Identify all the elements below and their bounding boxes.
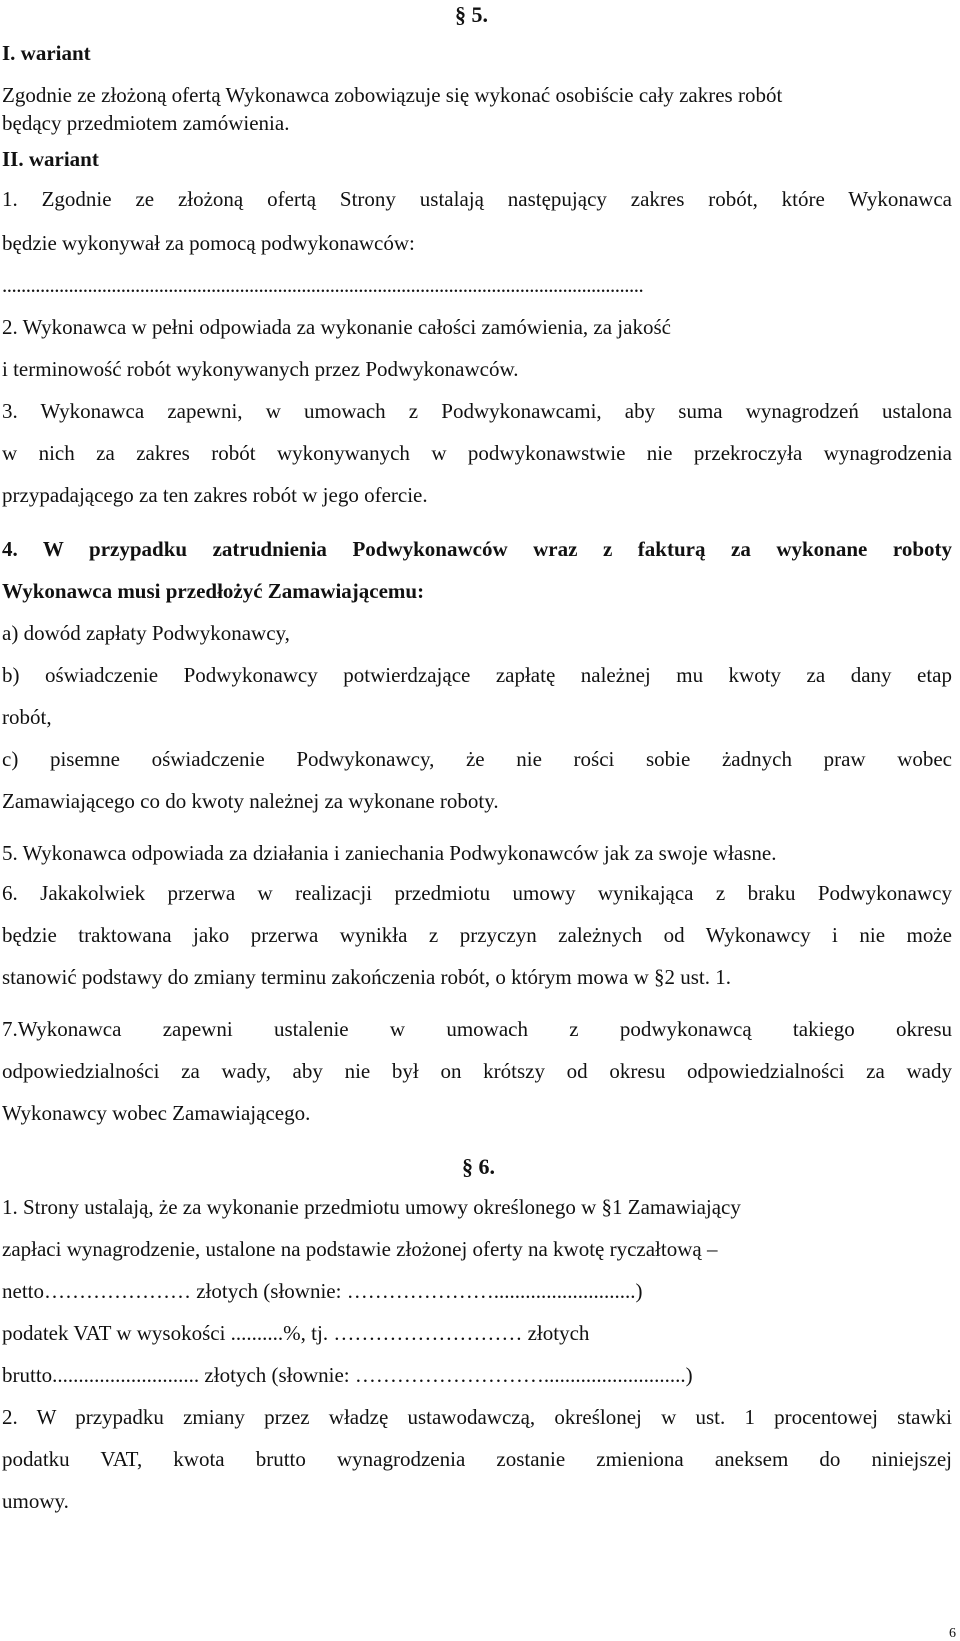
section-6-paragraph-1-line: 1. Strony ustalają, że za wykonanie przedmiotu umowy określonego w §1 Zamawiający [2,1195,741,1219]
paragraph-1-line: będzie wykonywał za pomocą podwykonawców: [2,231,415,255]
paragraph-4-line: 4. W przypadku zatrudnienia Podwykonawców wraz z fakturą za wykonane roboty [2,537,952,561]
paragraph-2-line: i terminowość robót wykonywanych przez Podwykonawców. [2,357,519,381]
section-5-heading: § 5. [455,2,488,27]
paragraph-2-line: 2. Wykonawca w pełni odpowiada za wykonanie całości zamówienia, za jakość [2,315,671,339]
paragraph-3-line: 3. Wykonawca zapewni, w umowach z Podwykonawcami, aby suma wynagrodzeń ustalona [2,399,952,423]
paragraph-3-line: przypadającego za ten zakres robót w jego ofercie. [2,483,428,507]
variant-1-text-line: Zgodnie ze złożoną ofertą Wykonawca zobowiązuje się wykonać osobiście cały zakres robót [2,83,783,107]
paragraph-5: 5. Wykonawca odpowiada za działania i zaniechania Podwykonawców jak za swoje własne. [2,841,777,865]
variant-2-heading: II. wariant [2,147,99,171]
brutto-amount-line: brutto............................ złotych (słownie: ………………………...........................) [2,1363,693,1387]
paragraph-1-line: 1. Zgodnie ze złożoną ofertą Strony ustalają następujący zakres robót, które Wykonawca [2,187,952,211]
section-6-paragraph-1-line: zapłaci wynagrodzenie, ustalone na podstawie złożonej oferty na kwotę ryczałtową – [2,1237,718,1261]
paragraph-7-line: odpowiedzialności za wady, aby nie był on krótszy od okresu odpowiedzialności za wady [2,1059,952,1083]
list-item-c-line: c) pisemne oświadczenie Podwykonawcy, że nie rości sobie żadnych praw wobec [2,747,952,771]
blank-dotted-line: ....................................................................................................................................... [2,273,644,297]
variant-1-text-line: będący przedmiotem zamówienia. [2,111,290,135]
section-6-paragraph-2-line: 2. W przypadku zmiany przez władzę ustawodawczą, określonej w ust. 1 procentowej stawki [2,1405,952,1429]
list-item-b-line: robót, [2,705,52,729]
paragraph-6-line: będzie traktowana jako przerwa wynikła z przyczyn zależnych od Wykonawcy i nie może [2,923,952,947]
variant-1-heading: I. wariant [2,41,91,65]
paragraph-6-line: 6. Jakakolwiek przerwa w realizacji przedmiotu umowy wynikająca z braku Podwykonawcy [2,881,952,905]
paragraph-6-line: stanowić podstawy do zmiany terminu zakończenia robót, o którym mowa w §2 ust. 1. [2,965,732,989]
list-item-a: a) dowód zapłaty Podwykonawcy, [2,621,290,645]
section-6-paragraph-2-line: podatku VAT, kwota brutto wynagrodzenia zostanie zmieniona aneksem do niniejszej [2,1447,952,1471]
section-6-paragraph-2-line: umowy. [2,1489,69,1513]
netto-amount-line: netto………………… złotych (słownie: …………………...........................) [2,1279,643,1303]
paragraph-7-line: Wykonawcy wobec Zamawiającego. [2,1101,311,1125]
list-item-c-line: Zamawiającego co do kwoty należnej za wykonane roboty. [2,789,499,813]
list-item-b-line: b) oświadczenie Podwykonawcy potwierdzające zapłatę należnej mu kwoty za dany etap [2,663,952,687]
paragraph-7-line: 7.Wykonawca zapewni ustalenie w umowach z podwykonawcą takiego okresu [2,1017,952,1041]
paragraph-3-line: w nich za zakres robót wykonywanych w podwykonawstwie nie przekroczyła wynagrodzenia [2,441,952,465]
paragraph-4-line: Wykonawca musi przedłożyć Zamawiającemu: [2,579,425,603]
page-number: 6 [949,1626,956,1641]
section-6-heading: § 6. [462,1154,495,1179]
vat-amount-line: podatek VAT w wysokości ..........%, tj. ……………………… złotych [2,1321,590,1345]
